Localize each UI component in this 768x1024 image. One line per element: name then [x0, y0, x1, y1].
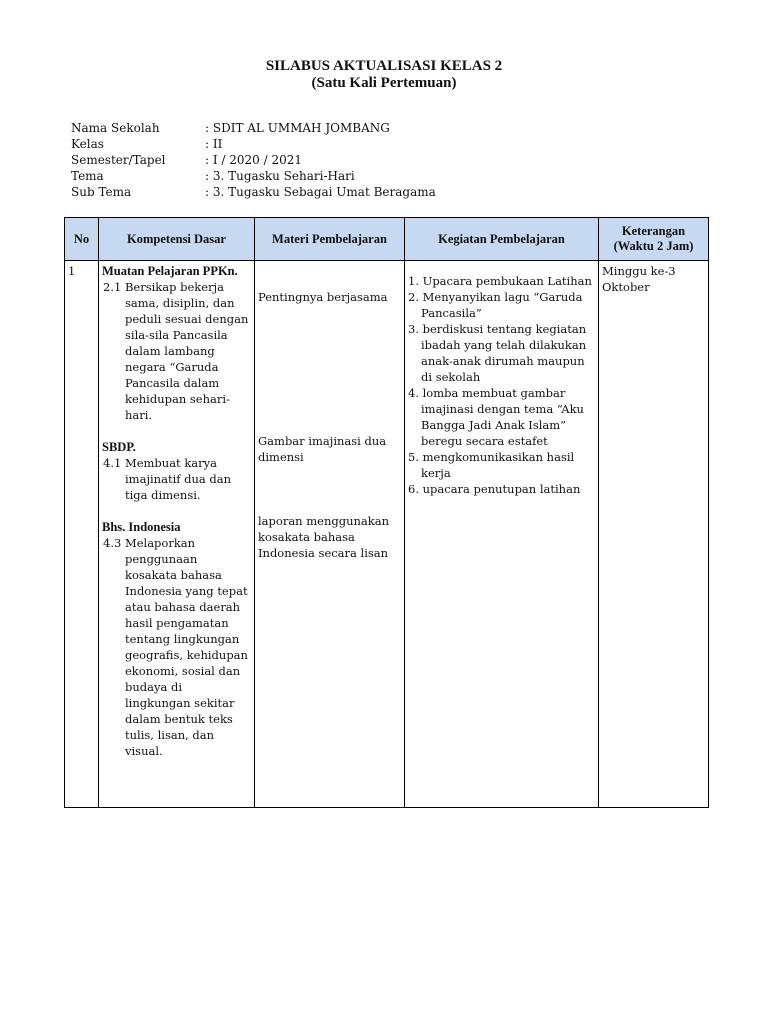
- kd-item-ppkn: 2.1 Bersikap bekerja sama, disiplin, dan peduli sesuai dengan sila-sila Pancasila dalam lambang negara “Garuda Pancasila dalam kehidupan sehari-hari.: [103, 280, 249, 422]
- info-row-school: [71, 120, 436, 136]
- cell-kompetensi-dasar: [99, 261, 255, 808]
- info-label: Nama Sekolah: [71, 121, 160, 135]
- info-value: : SDIT AL UMMAH JOMBANG: [205, 121, 390, 135]
- table-header-row: [65, 218, 709, 261]
- list-item: 2. Menyanyikan lagu “Garuda Pancasila”: [408, 290, 583, 320]
- cell-materi: [255, 261, 405, 808]
- info-label: Kelas: [71, 137, 104, 151]
- list-item: 4. lomba membuat gambar imajinasi dengan tema “Aku Bangga Jadi Anak Islam” beregu secara estafet: [408, 386, 584, 448]
- kd-item-sbdp: 4.1 Membuat karya imajinatif dua dan tiga dimensi.: [103, 456, 232, 502]
- syllabus-table: [64, 217, 709, 808]
- info-label: Semester/Tapel: [71, 153, 166, 167]
- cell-kegiatan: [405, 261, 599, 808]
- table-row: [65, 261, 709, 808]
- list-item: 3. berdiskusi tentang kegiatan ibadah yang telah dilakukan anak-anak dirumah maupun di sekolah: [408, 322, 587, 384]
- header-no: No: [65, 218, 99, 261]
- list-item: 6. upacara penutupan latihan: [408, 482, 581, 496]
- info-label: Sub Tema: [71, 185, 132, 199]
- subject-ppkn: Muatan Pelajaran PPKn.: [102, 264, 238, 278]
- list-item: 1. Upacara pembukaan Latihan: [408, 274, 592, 288]
- cell-keterangan: Minggu ke-3 Oktober: [599, 261, 709, 808]
- info-value: : 3. Tugasku Sehari-Hari: [205, 169, 355, 183]
- materi-item: Pentingnya berjasama: [258, 290, 388, 304]
- header-kegiatan: Kegiatan Pembelajaran: [405, 218, 599, 261]
- header-kompetensi-dasar: Kompetensi Dasar: [99, 218, 255, 261]
- document-title: SILABUS AKTUALISASI KELAS 2: [265, 58, 503, 74]
- info-row-theme: [71, 168, 436, 184]
- school-info: [71, 120, 436, 200]
- kd-item-bhs-indonesia: 4.3 Melaporkan penggunaan kosakata bahasa Indonesia yang tepat atau bahasa daerah hasil pengamatan tentang lingkungan geografis, kehidupan ekonomi, sosial dan budaya di lingkungan sekitar dalam bentuk teks tulis, lisan, dan visual.: [103, 536, 248, 758]
- materi-item: Gambar imajinasi dua dimensi: [258, 434, 387, 464]
- header-materi: Materi Pembelajaran: [255, 218, 405, 261]
- subject-bhs-indonesia: Bhs. Indonesia: [102, 520, 181, 534]
- materi-item: laporan menggunakan kosakata bahasa Indonesia secara lisan: [258, 514, 389, 560]
- subject-sbdp: SBDP.: [102, 440, 136, 454]
- info-value: : II: [205, 137, 223, 151]
- info-row-subtheme: [71, 184, 436, 200]
- info-row-semester: [71, 152, 436, 168]
- list-item: 5. mengkomunikasikan hasil kerja: [408, 450, 575, 480]
- header-keterangan: Keterangan (Waktu 2 Jam): [599, 218, 709, 261]
- info-row-class: [71, 136, 436, 152]
- document-subtitle: (Satu Kali Pertemuan): [311, 75, 457, 91]
- kegiatan-list: [408, 273, 595, 497]
- cell-no: 1: [65, 261, 99, 808]
- info-value: : I / 2020 / 2021: [205, 153, 303, 167]
- info-value: : 3. Tugasku Sebagai Umat Beragama: [205, 185, 436, 199]
- info-label: Tema: [71, 169, 104, 183]
